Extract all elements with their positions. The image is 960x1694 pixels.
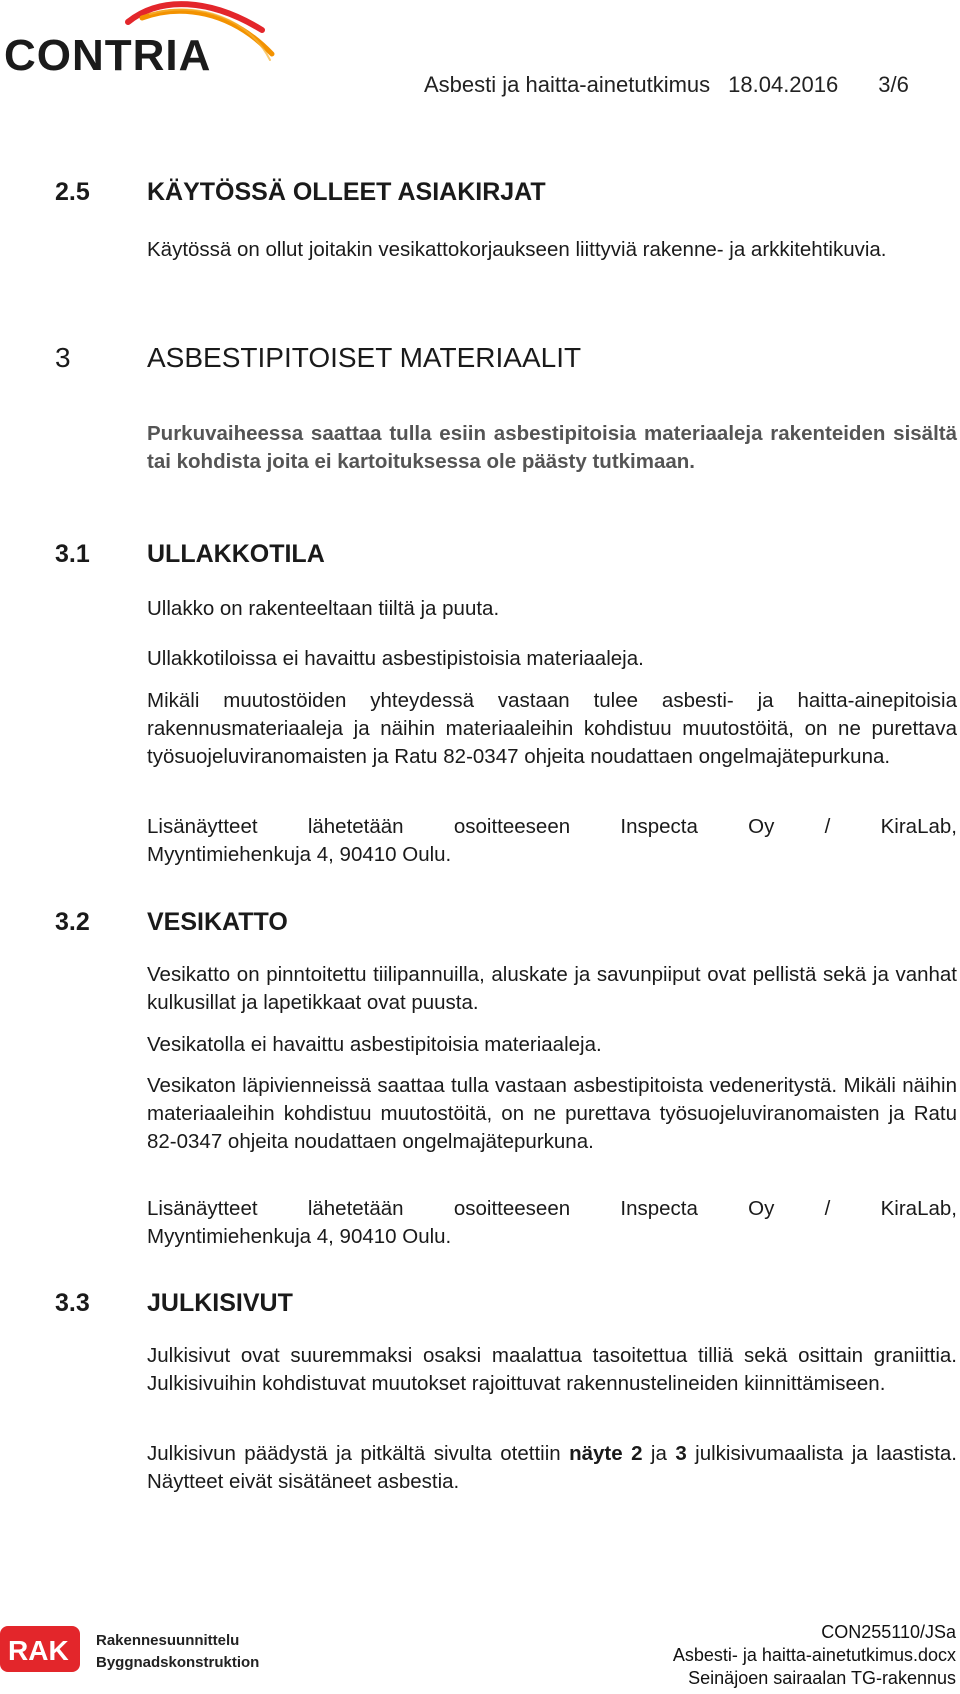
text: julkisivumaalista ja laastista. Näytteet eivät sisätäneet asbestia. [147,1442,957,1493]
paragraph: Vesikatolla ei havaittu asbestipitoisia materiaaleja. [147,1033,602,1056]
doc-filename: Asbesti- ja haitta-ainetutkimus.docx [672,1645,956,1665]
paragraph: Mikäli muutostöiden yhteydessä vastaan tulee asbesti- ja haitta-ainepitoisia rakennusmateriaaleja ja näihin materiaaleihin kohdistuu muutostöitä, on ne purettava työsuojeluviranomaisten ja Ratu 82-0347 ohjeita noudattaen ongelmajätepurkuna. [147,689,957,768]
text: Julkisivun päädystä ja pitkältä sivulta otettiin [147,1442,570,1465]
company-line2: Byggnadskonstruktion [96,1654,260,1671]
heading-3-3 [55,1289,855,1319]
page-number: 3/6 [878,72,909,97]
heading-3 [55,342,855,376]
paragraph: Lisänäytteet lähetetään osoitteeseen Inspecta Oy / KiraLab, [147,1197,957,1220]
header-info [424,72,909,98]
paragraph [147,1440,957,1496]
doc-title: Asbesti ja haitta-ainetutkimus [424,72,711,97]
paragraph: Myyntimiehenkuja 4, 90410 Oulu. [147,1225,452,1248]
heading-title: ASBESTIPITOISET MATERIAALIT [147,342,582,373]
sample-ref: 3 [675,1442,687,1465]
text: ja [642,1442,676,1465]
contria-logo [0,0,290,80]
paragraph: Ullakkotiloissa ei havaittu asbestipistoisia materiaaleja. [147,647,644,670]
paragraph: Ullakko on rakenteeltaan tiiltä ja puuta. [147,597,500,620]
company-line1: Rakennesuunnittelu [96,1632,240,1649]
paragraph: Myyntimiehenkuja 4, 90410 Oulu. [147,843,452,866]
paragraph-bold: Purkuvaiheessa saattaa tulla esiin asbestipitoisia materiaaleja rakenteiden sisältä tai kohdista joita ei kartoituksessa ole päästy tutkimaan. [147,422,957,473]
heading-title: JULKISIVUT [147,1289,293,1317]
heading-3-2 [55,908,855,938]
heading-number: 3 [55,342,71,373]
heading-title: ULLAKKOTILA [147,540,325,568]
doc-code: CON255110/JSa [821,1622,956,1642]
footer-info [560,1621,956,1690]
paragraph: Lisänäytteet lähetetään osoitteeseen Inspecta Oy / KiraLab, [147,815,957,838]
rak-logo [0,1624,280,1676]
heading-title: KÄYTÖSSÄ OLLEET ASIAKIRJAT [147,178,546,206]
heading-3-1 [55,540,855,570]
paragraph: Vesikaton läpivienneissä saattaa tulla vastaan asbestipitoista vedeneritystä. Mikäli näihin materiaaleihin kohdistuu muutostöitä, on ne purettava työsuojeluviranomaisten ja Ratu 82-0347 ohjeita noudattaen ongelmajätepurkuna. [147,1074,957,1153]
heading-title: VESIKATTO [147,908,288,936]
paragraph: Vesikatto on pinntoitettu tiilipannuilla, aluskate ja savunpiiput ovat pellistä sekä ja vanhat kulkusillat ja lapetikkaat ovat puusta. [147,963,957,1014]
project-name: Seinäjoen sairaalan TG-rakennus [688,1668,956,1688]
doc-date: 18.04.2016 [728,72,839,97]
paragraph: Käytössä on ollut joitakin vesikattokorjaukseen liittyviä rakenne- ja arkkitehtikuvia. [147,238,887,261]
sample-ref: näyte 2 [569,1442,643,1465]
rak-text: RAK [8,1635,69,1666]
heading-number: 3.2 [55,908,90,936]
logo-text: CONTRIA [4,31,212,80]
paragraph: Julkisivut ovat suuremmaksi osaksi maalattua tasoitettua tilliä sekä osittain graniittia. Julkisivuihin kohdistuvat muutokset rajoittuvat rakennustelineiden kiinnittämiseen. [147,1344,957,1395]
heading-number: 3.1 [55,540,90,568]
heading-number: 2.5 [55,178,90,206]
heading-2-5 [55,178,855,208]
heading-number: 3.3 [55,1289,90,1317]
